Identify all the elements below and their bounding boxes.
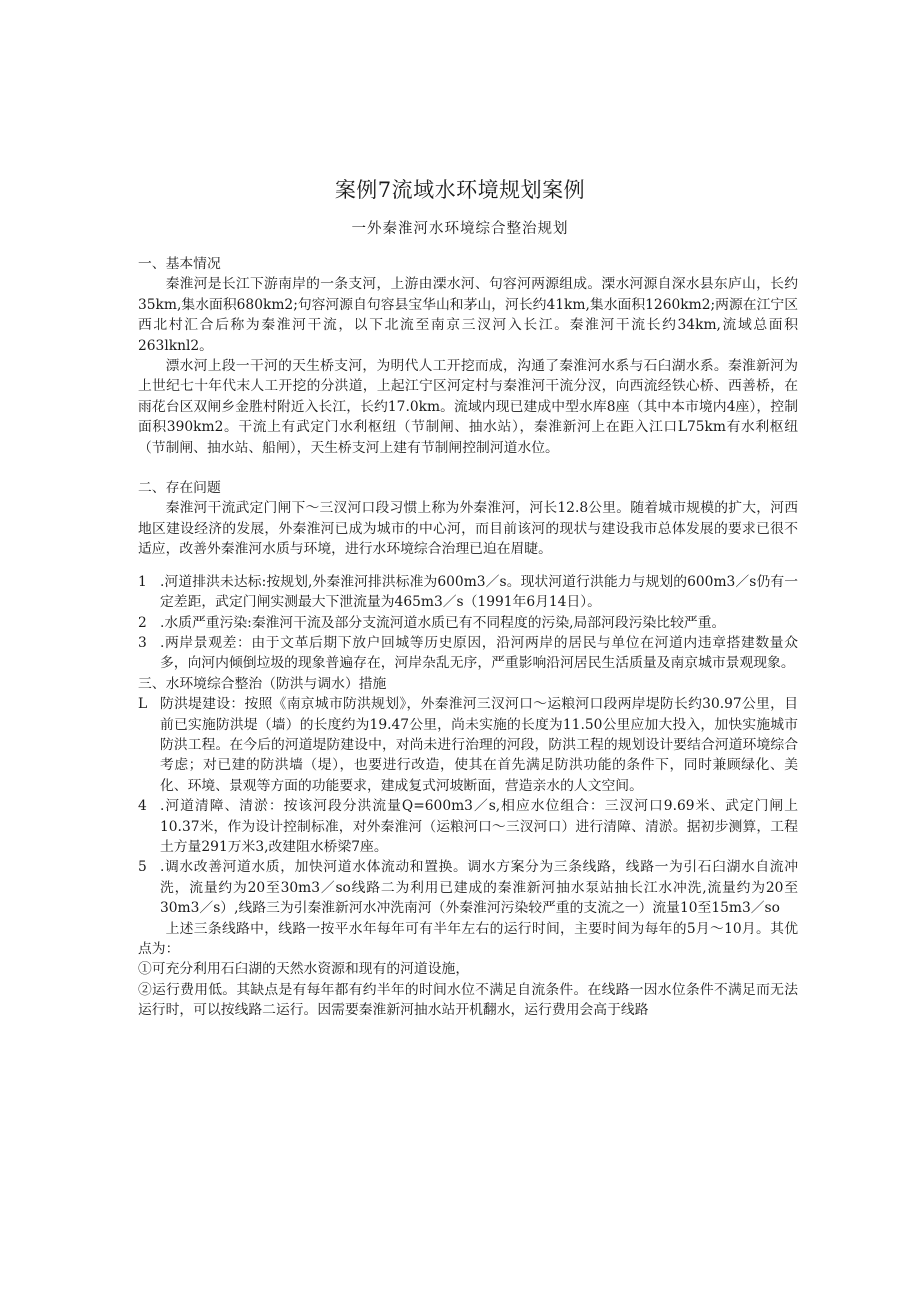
section-heading-problems: 二、存在问题 (138, 480, 221, 497)
paragraph: 漂水河上段一干河的天生桥支河，为明代人工开挖而成，沟通了秦淮河水系与石臼湖水系。秦淮新河为上世纪七十年代末人工开挖的分洪道，上起江宁区河定村与秦淮河干流分汊，向西流经铁心桥、西善桥，在雨花台区双闸乡金胜村附近入长江，长约17.0km。流域内现已建成中型水库8座（其中本市境内4座），控制面积390km2。干流上有武定门水利枢纽（节制闸、抽水站），秦淮新河上在距入江口L75km有水利枢纽（节制闸、抽水站、船闸），天生桥支河上建有节制闸控制河道水位。 (138, 358, 798, 456)
page-title: 案例7流域水环境规划案例 (334, 178, 586, 202)
section-heading-measures: 三、水环境综合整治（防洪与调水）措施 (138, 675, 387, 692)
list-item-number: L (138, 696, 148, 713)
list-item-number: 3 (138, 634, 147, 651)
list-item-number: 4 (138, 798, 147, 815)
list-item (138, 633, 798, 674)
list-item (138, 796, 798, 857)
advantage-item: ①可充分利用石臼湖的天然水资源和现有的河道设施， (138, 961, 470, 978)
page-subtitle: 一外秦淮河水环境综合整治规划 (351, 221, 569, 237)
list-item-text: .河道排洪未达标:按规划,外秦淮河排洪标准为600m3／s。现状河道行洪能力与规划的600m3／s仍有一定差距，武定门闸实测最大下泄流量为465m3／s（1991年6月14日）。 (160, 573, 798, 611)
list-item-text: 防洪堤建设：按照《南京城市防洪规划》，外秦淮河三汊河口～运粮河口段两岸堤防长约30.97公里，目前已实施防洪堤（墙）的长度约为19.47公里，尚未实施的长度为11.50公里应加大投入，加快实施城市防洪工程。在今后的河道堤防建设中，对尚未进行治理的河段，防洪工程的规划设计要结合河道环境综合考虑；对已建的防洪墙（堤），也要进行改造，使其在首先满足防洪功能的条件下，同时兼顾绿化、美化、环境、景观等方面的功能要求，建成复式河坡断面，营造亲水的人文空间。 (160, 696, 798, 794)
list-item-text: .河道清障、清淤：按该河段分洪流量Q=600m3／s,相应水位组合：三汊河口9.69米、武定门闸上10.37米，作为设计控制标准，对外秦淮河（运粮河口～三汊河口）进行清障、清淤。据初步测算，工程土方量291万米3,改建阻水桥梁7座。 (160, 798, 798, 855)
list-item (138, 613, 798, 633)
paragraph: 上述三条线路中，线路一按平水年每年可有半年左右的运行时间，主要时间为每年的5月～10月。其优点为： (138, 920, 798, 957)
list-item-number: 1 (138, 573, 147, 590)
document-body (138, 254, 798, 1021)
list-item-text: .两岸景观差：由于文革后期下放户回城等历史原因，沿河两岸的居民与单位在河道内违章搭建数量众多，向河内倾倒垃圾的现象普遍存在，河岸杂乱无序，严重影响沿河居民生活质量及南京城市景观现象。 (160, 634, 798, 672)
section-heading-basic-info: 一、基本情况 (138, 256, 221, 272)
list-item-number: 5 (138, 859, 147, 876)
list-item-text: .水质严重污染:秦淮河干流及部分支流河道水质已有不同程度的污染,局部河段污染比较严重。 (160, 614, 726, 631)
list-item (138, 572, 798, 613)
list-item (138, 857, 798, 918)
paragraph: 秦淮河干流武定门闸下～三汊河口段习惯上称为外秦淮河，河长12.8公里。随着城市规模的扩大，河西地区建设经济的发展，外秦淮河已成为城市的中心河，而目前该河的现状与建设我市总体发展的要求已很不适应，改善外秦淮河水质与环境，进行水环境综合治理已迫在眉睫。 (138, 500, 798, 558)
list-item (138, 694, 798, 796)
list-item-number: 2 (138, 614, 147, 631)
list-item-text: .调水改善河道水质，加快河道水体流动和置换。调水方案分为三条线路，线路一为引石臼湖水自流冲洗，流量约为20至30m3／so线路二为利用已建成的秦淮新河抽水泵站抽长江水冲洗,流量约为20至30m3／s）,线路三为引秦淮新河水冲洗南河（外秦淮河污染较严重的支流之一）流量10至15m3／so (160, 859, 798, 917)
paragraph: 秦淮河是长江下游南岸的一条支河，上游由溧水河、句容河两源组成。溧水河源自深水县东庐山，长约35km,集水面积680km2;句容河源自句容县宝华山和茅山，河长约41km,集水面积1260km2;两源在江宁区西北村汇合后称为秦淮河干流，以下北流至南京三汊河入长江。秦淮河干流长约34km,流域总面积263lknl2。 (138, 276, 798, 354)
advantage-item: ②运行费用低。其缺点是有每年都有约半年的时间水位不满足自流条件。在线路一因水位条件不满足而无法运行时，可以按线路二运行。因需要秦淮新河抽水站开机翻水，运行费用会高于线路 (138, 981, 798, 1019)
